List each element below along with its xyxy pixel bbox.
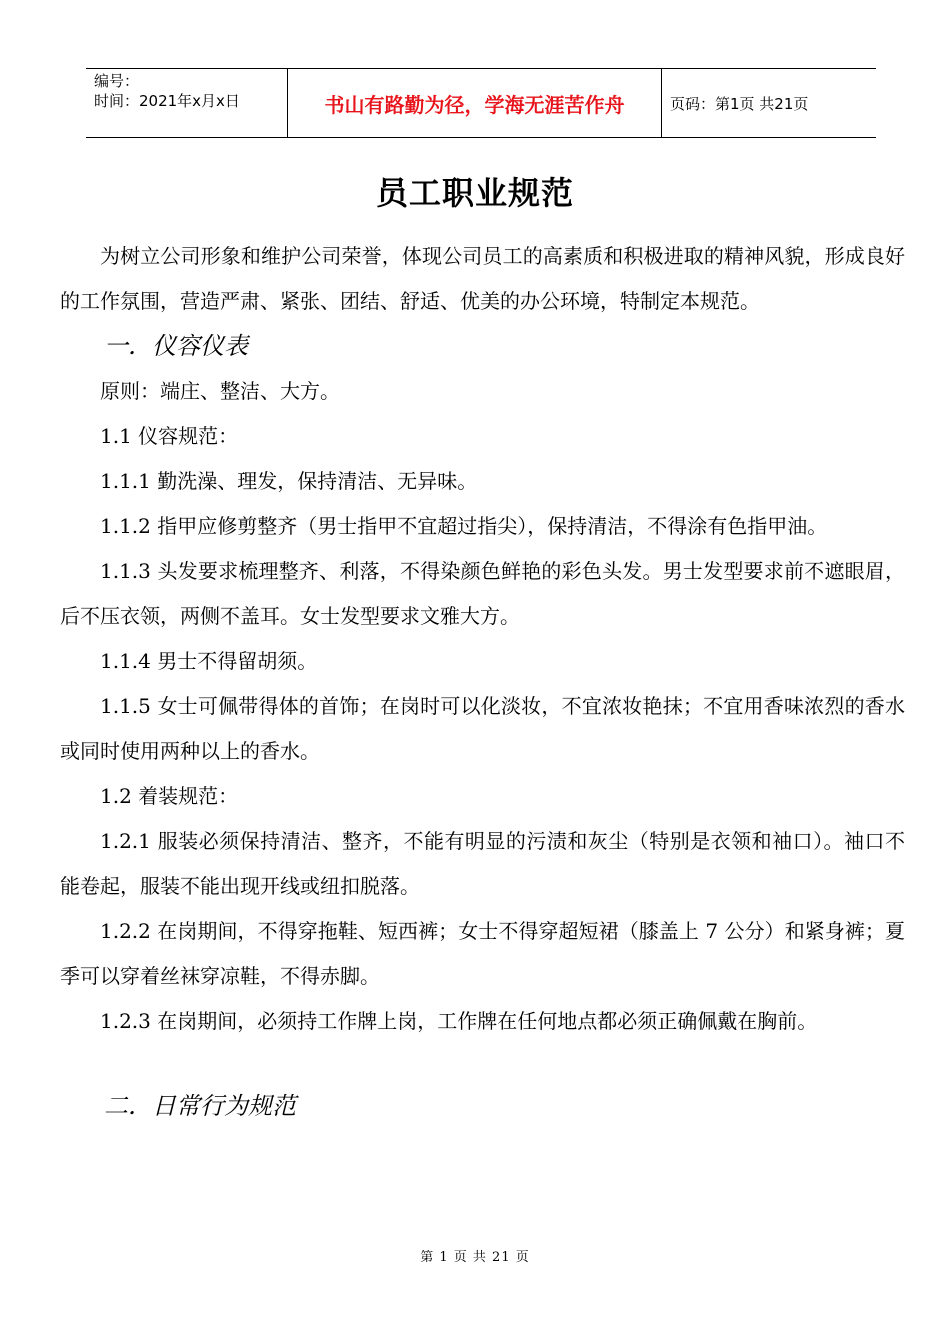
document-number-label: 编号： <box>94 72 140 90</box>
subsection-title-grooming: 1.1 仪容规范： <box>100 424 239 448</box>
intro-paragraph: 为树立公司形象和维护公司荣誉，体现公司员工的高素质和积极进取的精神风貌，形成良好的工作氛围，营造严肃、紧张、团结、舒适、优美的办公环境，特制定本规范。 <box>60 244 905 313</box>
item-1-2-3: 1.2.3 在岗期间，必须持工作牌上岗，工作牌在任何地点都必须正确佩戴在胸前。 <box>100 1009 818 1033</box>
section-heading-appearance: 一．仪容仪表 <box>104 332 248 360</box>
principle-paragraph: 原则：端庄、整洁、大方。 <box>100 379 340 403</box>
item-1-1-3: 1.1.3 头发要求梳理整齐、利落，不得染颜色鲜艳的彩色头发。男士发型要求前不遮眼眉，后不压衣领，两侧不盖耳。女士发型要求文雅大方。 <box>60 559 905 628</box>
item-1-2-2: 1.2.2 在岗期间，不得穿拖鞋、短西裤；女士不得穿超短裙（膝盖上 7 公分）和紧身裤；夏季可以穿着丝袜穿凉鞋，不得赤脚。 <box>60 919 905 988</box>
item-1-1-5: 1.1.5 女士可佩带得体的首饰；在岗时可以化淡妆，不宜浓妆艳抹；不宜用香味浓烈的香水或同时使用两种以上的香水。 <box>60 694 905 763</box>
header-meta-cell <box>86 69 288 137</box>
header-motto: 书山有路勤为径，学海无涯苦作舟 <box>288 69 662 137</box>
section-heading-behavior: 二．日常行为规范 <box>104 1092 296 1120</box>
subsection-title-dress: 1.2 着装规范： <box>100 784 239 808</box>
header-page-info: 页码：第1页 共21页 <box>670 94 809 113</box>
document-title: 员工职业规范 <box>375 174 574 212</box>
item-1-2-1: 1.2.1 服装必须保持清洁、整齐，不能有明显的污渍和灰尘（特别是衣领和袖口）。袖口不能卷起，服装不能出现开线或纽扣脱落。 <box>60 829 905 898</box>
item-1-1-4: 1.1.4 男士不得留胡须。 <box>100 649 318 673</box>
header-table <box>86 68 876 138</box>
page-footer: 第 1 页 共 21 页 <box>420 1250 530 1265</box>
document-body <box>60 234 905 1129</box>
item-1-1-2: 1.1.2 指甲应修剪整齐（男士指甲不宜超过指尖），保持清洁，不得涂有色指甲油。 <box>100 514 828 538</box>
item-1-1-1: 1.1.1 勤洗澡、理发，保持清洁、无异味。 <box>100 469 478 493</box>
document-time-label: 时间：2021年x月x日 <box>94 92 240 110</box>
